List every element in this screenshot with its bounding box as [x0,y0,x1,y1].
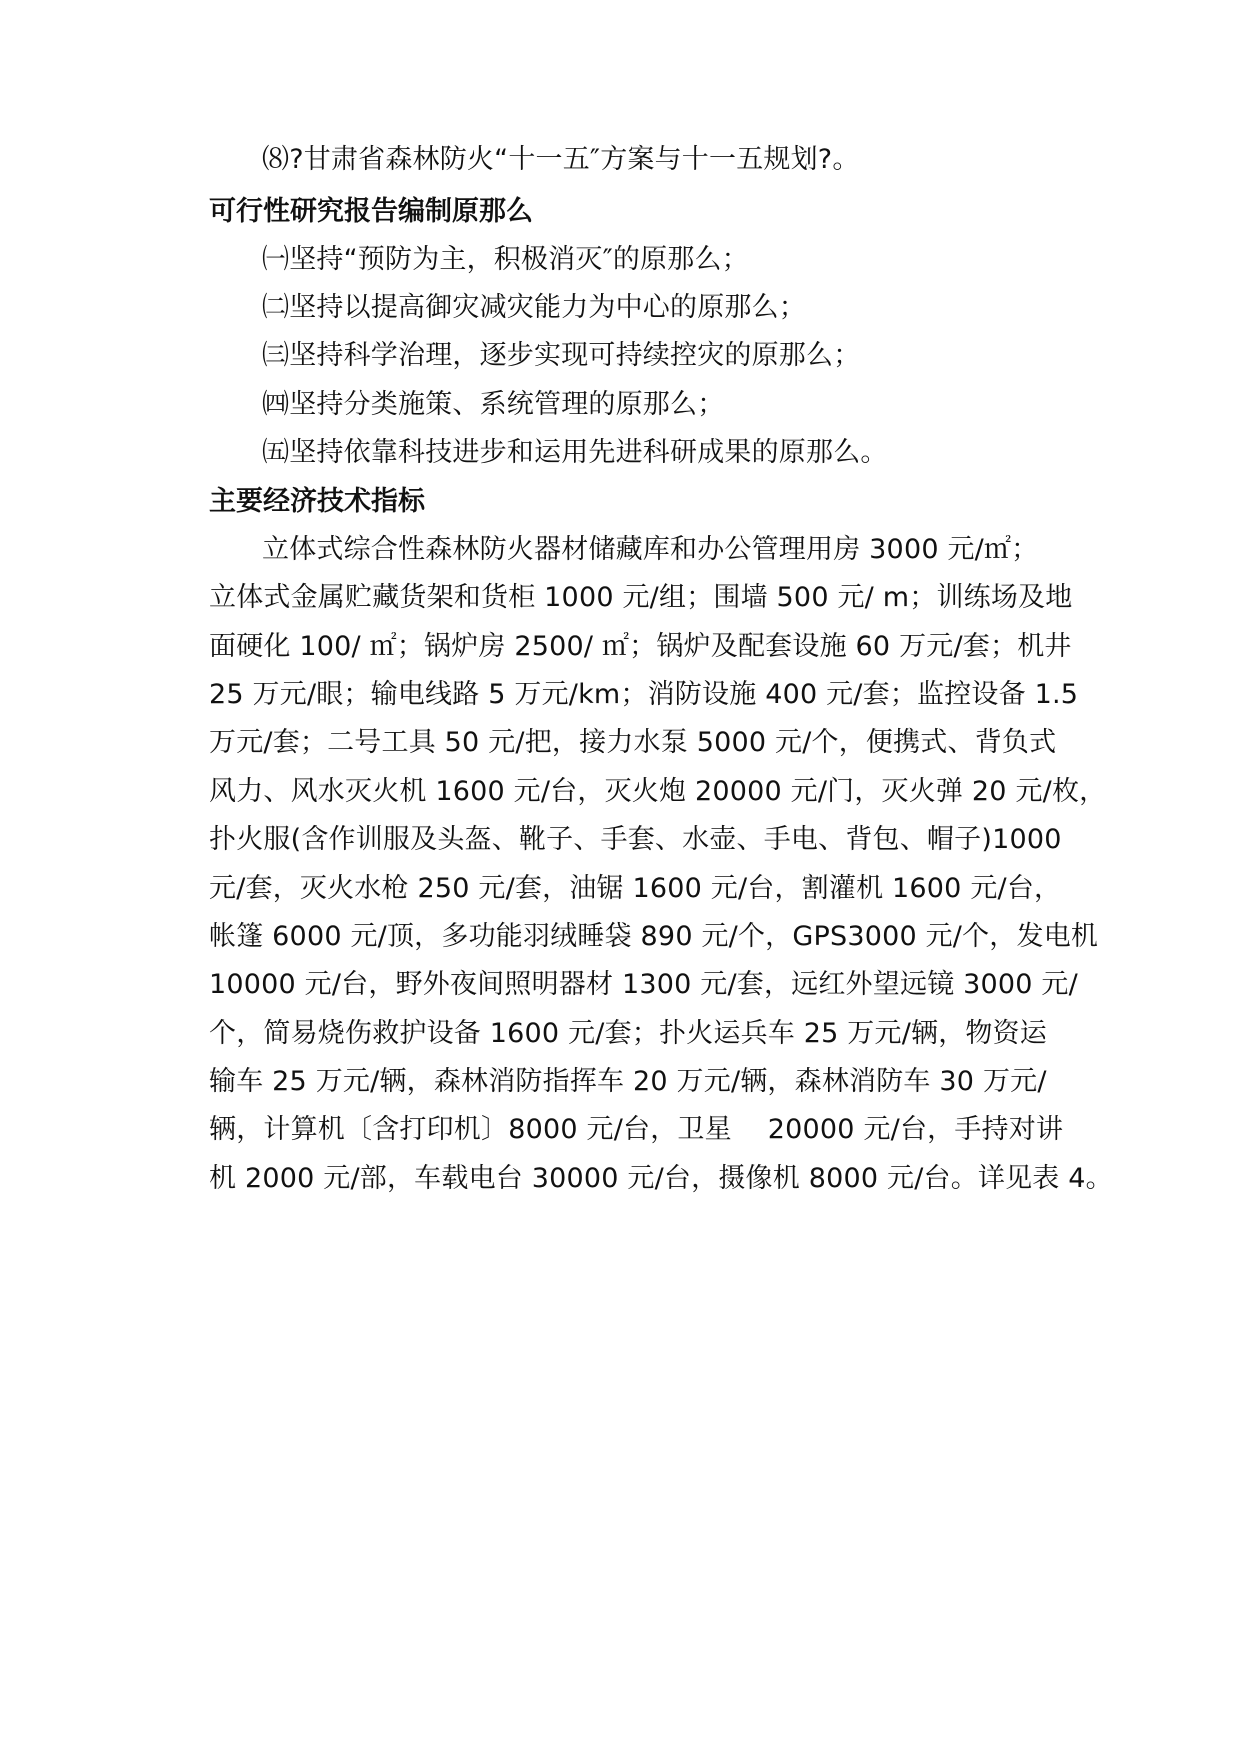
principle-item: ㈠坚持“预防为主，积极消灭″的原那么； [262,244,749,275]
principle-item: ㈢坚持科学治理，逐步实现可持续控灾的原那么； [262,340,861,371]
indicator-line: 立体式金属贮藏货架和货柜 1000 元/组；围墙 500 元/ m；训练场及地 [209,582,1073,613]
indicator-line: 元/套，灭火水枪 250 元/套，油锯 1600 元/台，割灌机 1600 元/台， [209,873,1062,904]
indicator-line: 个，简易烧伤救护设备 1600 元/套；扑火运兵车 25 万元/辆，物资运 [209,1018,1047,1049]
section-heading-feasibility: 可行性研究报告编制原那么 [209,196,533,227]
indicator-line: 机 2000 元/部，车载电台 30000 元/台，摄像机 8000 元/台。详见表 4。 [209,1163,1113,1194]
indicator-line: 帐篷 6000 元/顶，多功能羽绒睡袋 890 元/个，GPS3000 元/个，发电机 [209,921,1099,952]
reference-line: ⑻?甘肃省森林防火“十一五″方案与十一五规划?。 [262,144,860,175]
principle-item: ㈣坚持分类施策、系统管理的原那么； [262,389,725,420]
indicator-line: 扑火服(含作训服及头盔、靴子、手套、水壶、手电、背包、帽子)1000 [209,824,1062,855]
principle-item: ㈡坚持以提高御灾减灾能力为中心的原那么； [262,292,806,323]
indicator-line: 面硬化 100/ ㎡；锅炉房 2500/ ㎡；锅炉及配套设施 60 万元/套；机井 [209,631,1072,662]
indicator-line: 立体式综合性森林防火器材储藏库和办公管理用房 3000 元/㎡； [262,534,1039,565]
principle-item: ㈤坚持依靠科技进步和运用先进科研成果的原那么。 [262,437,888,468]
indicator-line: 风力、风水灭火机 1600 元/台，灭火炮 20000 元/门，灭火弹 20 元/枚， [209,776,1107,807]
indicator-line: 辆，计算机〔含打印机〕8000 元/台，卫星 20000 元/台，手持对讲 [209,1114,1064,1145]
indicator-line: 万元/套；二号工具 50 元/把，接力水泵 5000 元/个，便携式、背负式 [209,727,1057,758]
section-heading-indicators: 主要经济技术指标 [209,486,425,517]
indicator-line: 10000 元/台，野外夜间照明器材 1300 元/套，远红外望远镜 3000 元/ [209,969,1078,1000]
indicator-line: 输车 25 万元/辆，森林消防指挥车 20 万元/辆，森林消防车 30 万元/ [209,1066,1047,1097]
indicator-line: 25 万元/眼；输电线路 5 万元/km；消防设施 400 元/套；监控设备 1.5 [209,679,1079,710]
